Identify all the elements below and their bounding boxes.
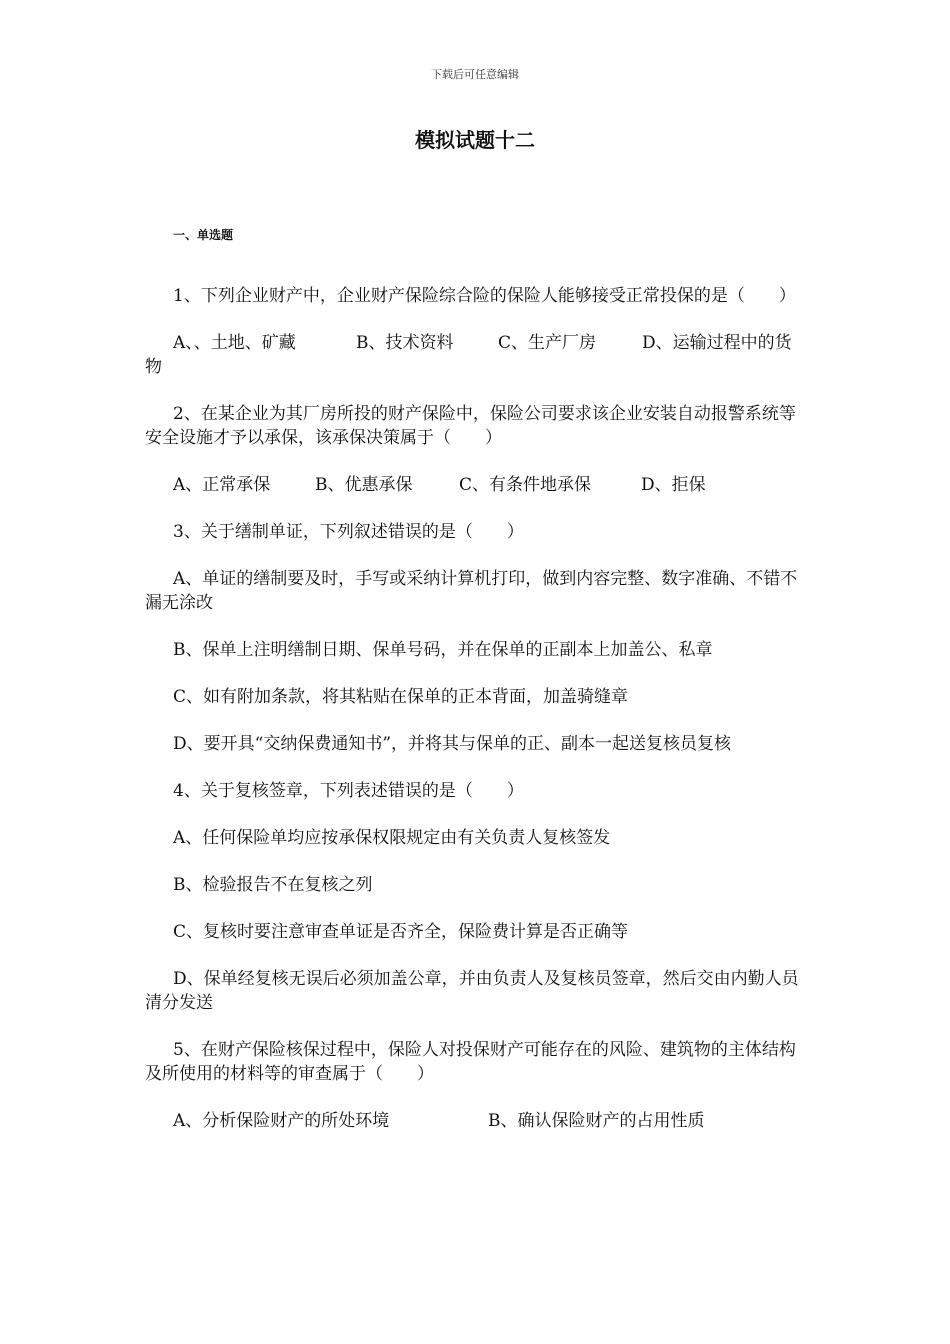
q3-option-d: D、要开具“交纳保费通知书”，并将其与保单的正、副本一起送复核员复核: [173, 734, 732, 754]
document-title: 模拟试题十二: [415, 128, 535, 152]
question-1-options: [145, 331, 810, 379]
question-2-options: [145, 473, 810, 497]
q1-option-d-wrap: 物: [145, 357, 162, 377]
q1-option-b: B、技术资料: [356, 333, 454, 353]
q2-option-b: B、优惠承保: [315, 475, 413, 495]
q1-option-c: C、生产厂房: [498, 333, 597, 353]
question-3-stem: 3、关于缮制单证，下列叙述错误的是（ ）: [173, 522, 524, 542]
q3-option-c: C、如有附加条款，将其粘贴在保单的正本背面，加盖骑缝章: [173, 687, 629, 707]
q5-option-a: A、分析保险财产的所处环境: [173, 1111, 390, 1131]
q3-option-a: A、单证的缮制要及时，手写或采纳计算机打印，做到内容完整、数字准确、不错不漏无涂改: [145, 569, 798, 613]
q4-option-a: A、任何保险单均应按承保权限规定由有关负责人复核签发: [173, 828, 611, 848]
question-4-stem: 4、关于复核签章，下列表述错误的是（ ）: [173, 781, 524, 801]
section-heading: 一、单选题: [173, 228, 234, 242]
question-list: [145, 284, 810, 1156]
q4-option-d: D、保单经复核无误后必须加盖公章，并由负责人及复核员签章，然后交由内勤人员清分发送: [145, 969, 799, 1013]
q5-option-b: B、确认保险财产的占用性质: [488, 1111, 705, 1131]
q3-option-b: B、保单上注明缮制日期、保单号码，并在保单的正副本上加盖公、私章: [173, 640, 713, 660]
question-5-stem: 5、在财产保险核保过程中，保险人对投保财产可能存在的风险、建筑物的主体结构及所使用的材料等的审查属于（ ）: [145, 1040, 796, 1084]
question-2-stem: 2、在某企业为其厂房所投的财产保险中，保险公司要求该企业安装自动报警系统等安全设施才予以承保，该承保决策属于（ ）: [145, 404, 796, 448]
header-note: 下载后可任意编辑: [431, 68, 519, 81]
q4-option-c: C、复核时要注意审查单证是否齐全，保险费计算是否正确等: [173, 922, 629, 942]
question-1-stem: 1、下列企业财产中，企业财产保险综合险的保险人能够接受正常投保的是（ ）: [173, 286, 796, 306]
q2-option-d: D、拒保: [641, 475, 706, 495]
q1-option-d: D、运输过程中的货: [642, 333, 792, 353]
q2-option-a: A、正常承保: [173, 475, 271, 495]
q4-option-b: B、检验报告不在复核之列: [173, 875, 373, 895]
q2-option-c: C、有条件地承保: [459, 475, 592, 495]
q1-option-a: A、、土地、矿藏: [173, 333, 296, 353]
question-5-options: [145, 1109, 810, 1133]
